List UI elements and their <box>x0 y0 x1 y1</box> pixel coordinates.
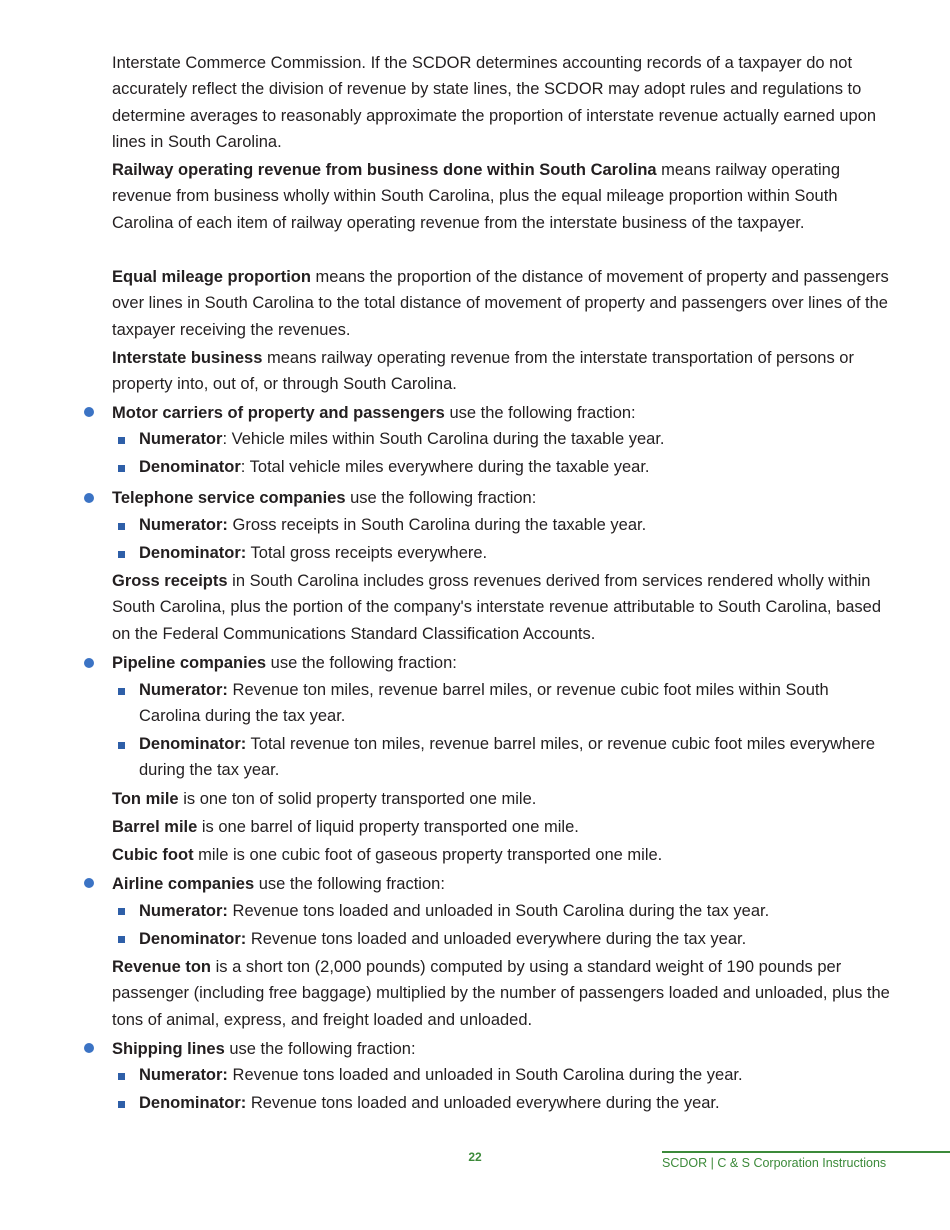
gross-receipts-definition: Gross receipts in South Carolina includes gross revenues derived from services rendered wholly within South Carolina, plus the portion of the company's interstate revenue attributable to South Carolina, based on the Federal Communications Standard Classification Accounts. <box>112 572 882 643</box>
pipeline-numerator: Numerator: Revenue ton miles, revenue barrel miles, or revenue cubic foot miles within South Carolina during the tax year. <box>139 681 829 726</box>
motor-numerator: Numerator: Vehicle miles within South Carolina during the taxable year. <box>139 430 665 448</box>
airline-item: Airline companies use the following fraction: <box>112 875 445 893</box>
bullet-icon <box>84 407 96 419</box>
square-bullet-icon <box>118 1101 125 1108</box>
equal-mileage-definition: Equal mileage proportion means the proportion of the distance of movement of property and passengers over lines in South Carolina to the total distance of movement of property and passengers over lines of the taxpayer receiving the revenues. <box>112 268 889 339</box>
barrel-mile-definition: Barrel mile is one barrel of liquid property transported one mile. <box>112 818 579 836</box>
telephone-numerator: Numerator: Gross receipts in South Carolina during the taxable year. <box>139 516 647 534</box>
railway-term: Railway operating revenue from business done within South Carolina <box>112 161 657 179</box>
pipeline-item: Pipeline companies use the following fraction: <box>112 654 457 672</box>
motor-denominator: Denominator: Total vehicle miles everywhere during the taxable year. <box>139 458 650 476</box>
intro-paragraph: Interstate Commerce Commission. If the SCDOR determines accounting records of a taxpayer do not accurately reflect the division of revenue by state lines, the SCDOR may adopt rules and regulations to determine averages to reasonably approximate the proportion of interstate revenue actually earned upon lines in South Carolina. <box>112 54 877 152</box>
shipping-item: Shipping lines use the following fraction: <box>112 1040 416 1058</box>
interstate-definition: Interstate business means railway operating revenue from the interstate transportation of persons or property into, out of, or through South Carolina. <box>112 349 854 394</box>
telephone-denominator: Denominator: Total gross receipts everywhere. <box>139 544 488 562</box>
square-bullet-icon <box>118 908 125 915</box>
square-bullet-icon <box>118 688 125 695</box>
bullet-icon <box>84 878 96 890</box>
square-bullet-icon <box>118 936 125 943</box>
railway-definition: Railway operating revenue from business done within South Carolina means railway operating revenue from business wholly within South Carolina, plus the equal mileage proportion within South Carolina of each item of railway operating revenue from the interstate business of the taxpayer. <box>112 161 841 232</box>
bullet-icon <box>84 1043 96 1055</box>
square-bullet-icon <box>118 1073 125 1080</box>
interstate-term: Interstate business <box>112 349 263 367</box>
airline-denominator: Denominator: Revenue tons loaded and unloaded everywhere during the tax year. <box>139 930 747 948</box>
cubic-foot-definition: Cubic foot mile is one cubic foot of gaseous property transported one mile. <box>112 846 663 864</box>
shipping-numerator: Numerator: Revenue tons loaded and unloaded in South Carolina during the year. <box>139 1066 743 1084</box>
equal-mileage-term: Equal mileage proportion <box>112 268 311 286</box>
footer-divider <box>662 1151 950 1153</box>
airline-numerator: Numerator: Revenue tons loaded and unloaded in South Carolina during the tax year. <box>139 902 770 920</box>
shipping-denominator: Denominator: Revenue tons loaded and unloaded everywhere during the year. <box>139 1094 720 1112</box>
square-bullet-icon <box>118 523 125 530</box>
footer-title: SCDOR | C & S Corporation Instructions <box>662 1156 887 1170</box>
pipeline-denominator: Denominator: Total revenue ton miles, revenue barrel miles, or revenue cubic foot miles everywhere during the tax year. <box>139 735 876 780</box>
square-bullet-icon <box>118 551 125 558</box>
page-number: 22 <box>468 1150 482 1164</box>
telephone-item: Telephone service companies use the following fraction: <box>112 489 537 507</box>
motor-carriers-item: Motor carriers of property and passengers use the following fraction: <box>112 404 636 422</box>
bullet-icon <box>84 493 96 505</box>
bullet-icon <box>84 658 96 670</box>
square-bullet-icon <box>118 465 125 472</box>
revenue-ton-definition: Revenue ton is a short ton (2,000 pounds) computed by using a standard weight of 190 pounds per passenger (including free baggage) multiplied by the number of passengers loaded and unloaded, plus the tons of animal, express, and freight loaded and unloaded. <box>112 958 890 1029</box>
square-bullet-icon <box>118 437 125 444</box>
square-bullet-icon <box>118 742 125 749</box>
ton-mile-definition: Ton mile is one ton of solid property transported one mile. <box>112 790 537 808</box>
